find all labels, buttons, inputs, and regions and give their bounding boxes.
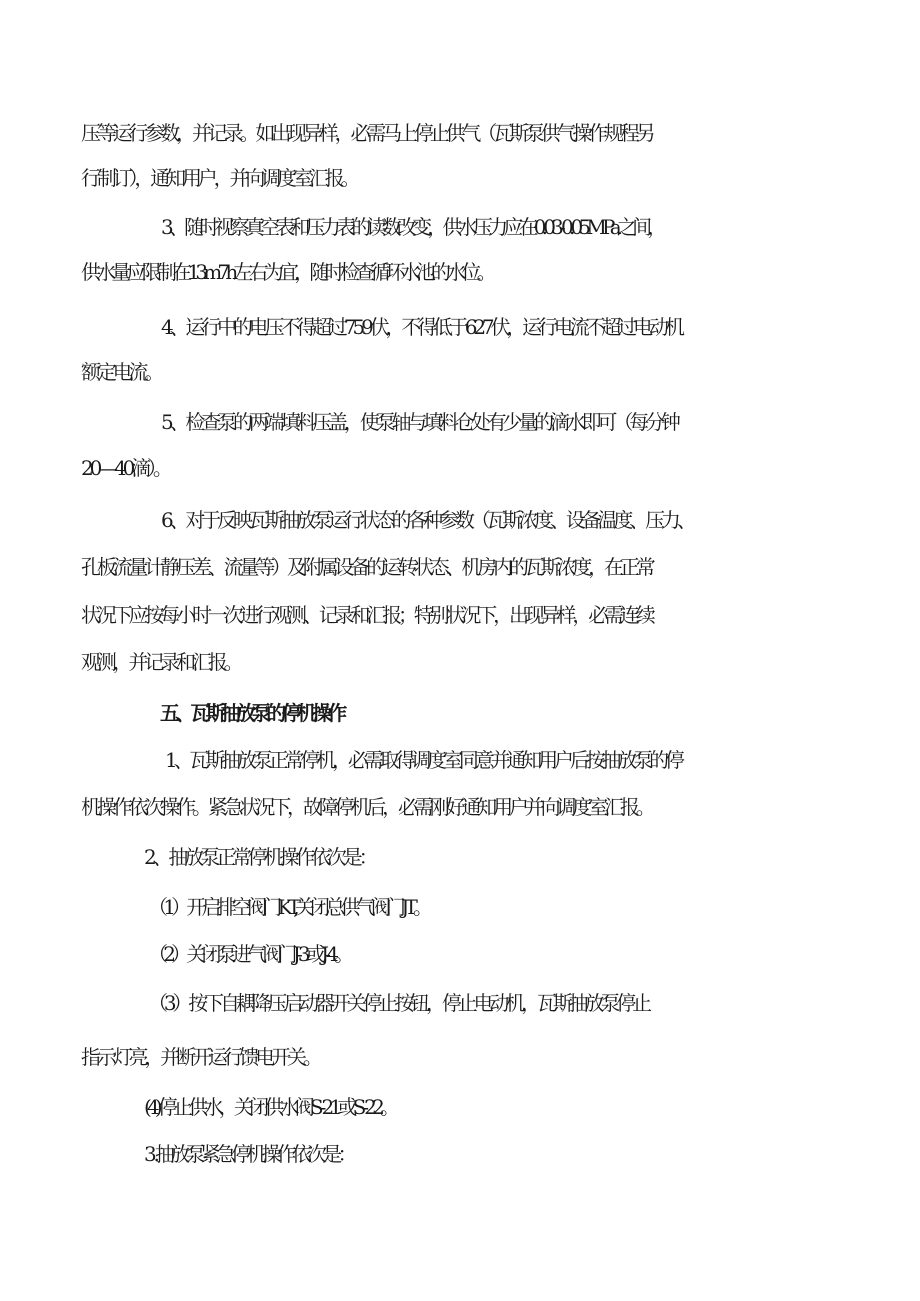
text-line: 20—40滴）。 <box>81 456 169 480</box>
text-line: 指示灯亮，并断开运行馈电开关。 <box>81 1045 319 1069</box>
text-line: 压等运行参数，并记录。如出现异样，必需马上停止供气（瓦斯泵供气操作规程另 <box>81 121 652 145</box>
text-line: 孔板流量计静压差、流量等）及附属设备的运转状态、机房内的瓦斯浓度，在正常 <box>81 555 652 579</box>
text-line: (4)停止供水，关闭供水阀S-21或S-22。 <box>144 1095 396 1119</box>
text-line: 观测，并记录和汇报。 <box>81 650 240 674</box>
text-line: 1、瓦斯抽放泵正常停机，必需取得调度室同意并通知用户后按抽放泵的停 <box>165 748 681 772</box>
text-line: 供水量应限制在13m7h左右为宜，随时检查循环水池的水位。 <box>81 260 492 284</box>
text-line: 4、运行中的电压不得超过759伏，不得低于627伏，运行电流不超过电动机 <box>161 315 681 339</box>
text-line: 行制订），通知用户，并向调度室汇报。 <box>81 166 357 190</box>
text-line: （1）开启排空阀门KT,关闭总供气阀门JT。 <box>148 895 429 919</box>
text-line: 机操作依次操作。紧急状况下，故障停机后，必需刚好通知用户并向调度室汇报。 <box>81 795 652 819</box>
text-line: 3 .抽放泵紧急停机操作依次是： <box>144 1142 353 1166</box>
text-line: （3）按下自耦降压启动器开关停止按钮，停止电动机，瓦斯抽放泵停止 <box>148 991 648 1015</box>
text-line: 5、检查泵的两端填料压盖，使泵轴与填料仓处有少量的滴水即可（每分钟 <box>161 410 677 434</box>
text-line: （2）关闭泵进气阀门J-3或J-4。 <box>148 942 350 966</box>
text-line: 状况下应按每小时一次进行观测、记录和汇报；特别状况下，出现异样，必需连续 <box>81 603 652 627</box>
text-line: 6、对于反映瓦斯抽放泵运行状态的各种参数（瓦斯浓度、设备温度、压力、 <box>161 508 693 532</box>
section-heading: 五、瓦斯抽放泵的停机操作 <box>160 701 343 725</box>
text-line: 2、抽放泵正常停机操作依次是： <box>144 845 375 869</box>
text-line: 3、随时视察真空表和压力表的读数改变，供水压力应在0.03-0.05MPa之间， <box>161 215 663 239</box>
text-line: 额定电流。 <box>81 360 161 384</box>
